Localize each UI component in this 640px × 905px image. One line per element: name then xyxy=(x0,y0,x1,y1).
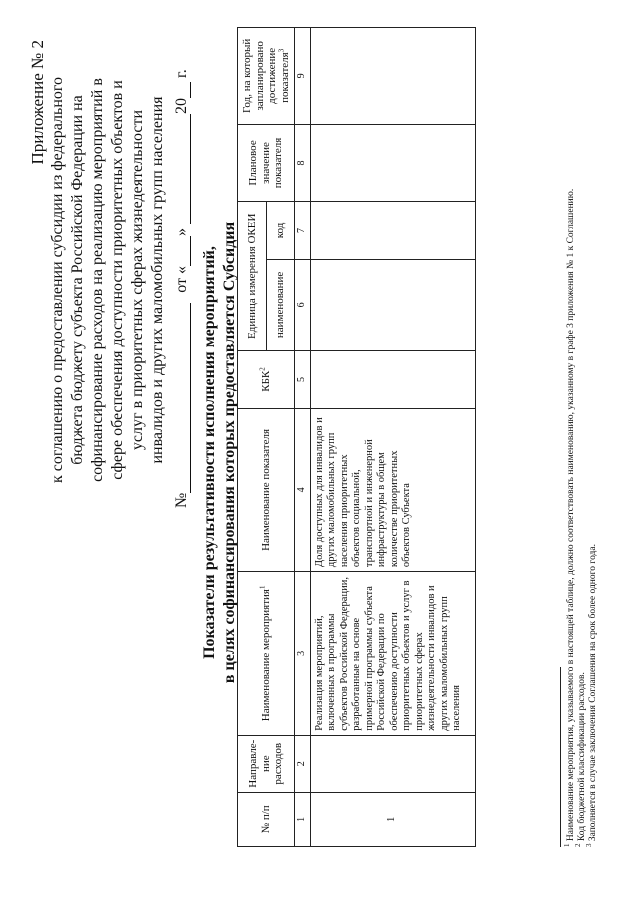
row-okei-code xyxy=(310,202,475,259)
column-number: 2 xyxy=(295,735,311,792)
column-number-row xyxy=(295,28,311,847)
header-line: бюджета бюджету субъекта Российской Федерации на xyxy=(69,95,86,465)
title-line-1: Показатели результативности исполнения мероприятий, xyxy=(201,246,218,659)
header-event-name xyxy=(238,572,295,736)
quote-close: » xyxy=(173,227,190,236)
column-number: 5 xyxy=(295,351,311,409)
row-event: Реализация мероприятий, включенных в программы субъектов Российской Федерации, разработанные на основе примерной программы субъекта Российской Федерации по обеспечению доступности приоритетных объектов и услуг в приоритетных сферах жизнедеятельности инвалидов и других маломобильных групп населения xyxy=(310,572,475,736)
column-number: 8 xyxy=(295,124,311,202)
year-suffix: г. xyxy=(173,69,190,78)
column-number: 6 xyxy=(295,259,311,351)
header-line: к соглашению о предоставлении субсидии из федерального xyxy=(49,76,66,484)
footnote-text: Заполняется в случае заключения Соглашения на срок более одного года. xyxy=(588,544,598,842)
from-label: от « xyxy=(173,265,190,293)
header-year-label: Год, на который запланировано достижение показателя xyxy=(241,38,291,113)
day-blank xyxy=(172,236,191,266)
header-okei-name: наименование xyxy=(266,259,295,351)
footnote-mark: 2 xyxy=(573,843,582,847)
header-planned: Плановое значение показателя xyxy=(238,124,295,202)
row-num: 1 xyxy=(310,792,475,846)
header-line: инвалидов и других маломобильных групп населения xyxy=(149,96,166,464)
row-indicator: Доля доступных для инвалидов и других маломобильных групп населения приоритетных объектов социальной, транспортной и инженерной инфраструктуры в общем количестве приоритетных объектов Субъекта xyxy=(310,408,475,571)
month-blank xyxy=(172,114,191,224)
footnote-ref: 2 xyxy=(258,367,267,371)
footnote xyxy=(573,27,588,847)
header-line: услуг в приоритетных сферах жизнедеятельности xyxy=(129,109,146,451)
footnote-separator xyxy=(560,667,561,847)
header-okei: Единица измерения ОКЕИ xyxy=(238,202,267,351)
row-direction xyxy=(310,735,475,792)
footnote-ref: 3 xyxy=(276,48,285,53)
row-planned xyxy=(310,124,475,202)
row-okei-name xyxy=(310,259,475,351)
header-line: сфере обеспечения доступности приоритетных объектов и xyxy=(109,80,126,480)
footnote-text: Код бюджетной классификации расходов. xyxy=(577,672,587,842)
table-row xyxy=(310,28,475,847)
year-blank xyxy=(172,82,191,98)
header-direction: Направле-ние расходов xyxy=(238,735,295,792)
header-line: софинансирование расходов на реализацию мероприятий в xyxy=(89,78,106,482)
table-header-row xyxy=(238,28,267,847)
column-number: 3 xyxy=(295,572,311,736)
header-kbk xyxy=(238,351,295,409)
footnote-ref: 1 xyxy=(258,585,267,590)
appendix-description xyxy=(48,40,168,520)
agreement-number-line xyxy=(172,38,191,508)
footnote-mark: 3 xyxy=(584,843,593,847)
header-year xyxy=(238,28,295,125)
header-indicator-name: Наименование показателя xyxy=(238,408,295,571)
header-num: № п/п xyxy=(238,792,295,846)
header-okei-code: код xyxy=(266,202,295,259)
number-blank xyxy=(172,303,191,493)
appendix-number: Приложение № 2 xyxy=(28,40,47,165)
row-kbk xyxy=(310,351,475,409)
appendix-header xyxy=(28,40,168,560)
footnote xyxy=(584,27,599,847)
column-number: 4 xyxy=(295,408,311,571)
footnote xyxy=(562,27,577,847)
indicators-table xyxy=(237,27,476,847)
footnote-text: Наименование мероприятия, указываемого в настоящей таблице, должно соответствовать наименованию, указанному в графе 3 приложения № 1 к Соглашению. xyxy=(566,188,576,842)
column-number: 9 xyxy=(295,28,311,125)
header-kbk-label: КБК xyxy=(259,370,272,392)
column-number: 7 xyxy=(295,202,311,259)
footnotes xyxy=(562,27,599,847)
header-event-label: Наименование мероприятия xyxy=(259,589,272,722)
footnote-mark: 1 xyxy=(562,843,571,847)
year-prefix: 20 xyxy=(173,97,190,114)
number-label: № xyxy=(173,492,190,508)
title-line-2: в целях софинансирования которых предоставляется Субсидия xyxy=(221,221,238,684)
row-year xyxy=(310,28,475,125)
document-title xyxy=(200,0,240,905)
column-number: 1 xyxy=(295,792,311,846)
